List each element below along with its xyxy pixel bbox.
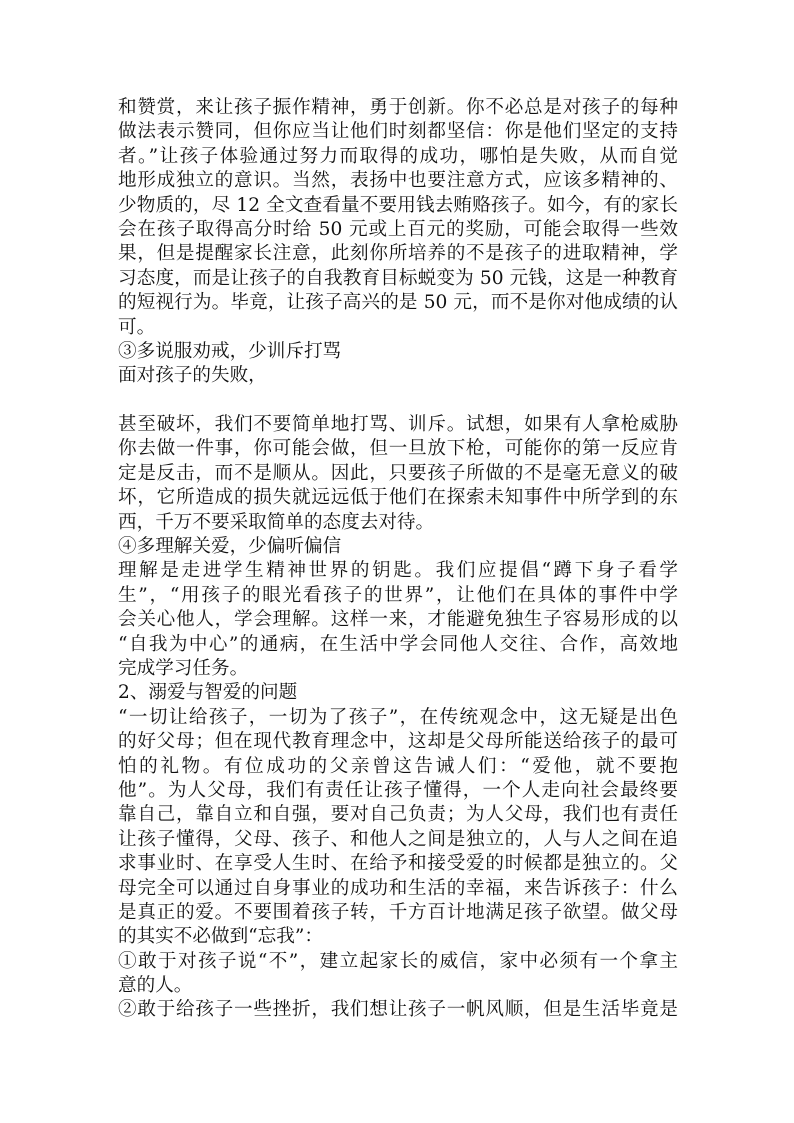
text-line: 会关心他人，学会理解。这样一来，才能避免独生子容易形成的以	[118, 609, 678, 631]
text-line: 地形成独立的意识。当然，表扬中也要注意方式，应该多精神的、	[118, 170, 678, 192]
blank-line	[118, 389, 678, 413]
text-line: 的好父母；但在现代教育理念中，这却是父母所能送给孩子的最可	[118, 731, 678, 753]
text-line: 2、溺爱与智爱的问题	[118, 682, 298, 704]
text-line: 定是反击，而不是顺从。因此，只要孩子所做的不是毫无意义的破	[118, 462, 678, 484]
text-line: 你去做一件事，你可能会做，但一旦放下枪，可能你的第一反应肯	[118, 438, 678, 460]
text-line: 求事业时、在享受人生时、在给予和接受爱的时候都是独立的。父	[118, 853, 678, 875]
text-line: ③多说服劝戒，少训斥打骂	[118, 340, 342, 362]
text-line: 母完全可以通过自身事业的成功和生活的幸福，来告诉孩子：什么	[118, 877, 678, 899]
text-line: “自我为中心”的通病，在生活中学会同他人交往、合作，高效地	[118, 633, 678, 655]
text-line: 和赞赏，来让孩子振作精神，勇于创新。你不必总是对孩子的每种	[118, 97, 678, 118]
text-line: 让孩子懂得，父母、孩子、和他人之间是独立的，人与人之间在追	[118, 828, 678, 850]
text-line: 可。	[118, 316, 156, 338]
text-line: 的其实不必做到“忘我”：	[118, 926, 323, 948]
text-line: 他”。为人父母，我们有责任让孩子懂得，一个人走向社会最终要	[118, 779, 678, 801]
text-line: 少物质的，尽 12 全文查看量不要用钱去贿赂孩子。如今，有的家长	[118, 194, 678, 216]
text-line: 完成学习任务。	[118, 657, 249, 679]
text-line: 习态度，而是让孩子的自我教育目标蜕变为 50 元钱，这是一种教育	[118, 267, 678, 289]
text-line: 西，千万不要采取简单的态度去对待。	[118, 511, 435, 533]
text-line: 是真正的爱。不要围着孩子转，千方百计地满足孩子欲望。做父母	[118, 901, 678, 923]
text-line: 做法表示赞同，但你应当让他们时刻都坚信：你是他们坚定的支持	[118, 121, 678, 143]
text-line: 果，但是提醒家长注意，此刻你所培养的不是孩子的进取精神，学	[118, 243, 678, 265]
text-line: 面对孩子的失败，	[118, 365, 267, 387]
text-line: 者。”让孩子体验通过努力而取得的成功，哪怕是失败，从而自觉	[118, 145, 678, 167]
text-line: 的短视行为。毕竟，让孩子高兴的是 50 元，而不是你对他成绩的认	[118, 292, 678, 314]
text-line: 理解是走进学生精神世界的钥匙。我们应提倡“蹲下身子看学	[118, 560, 678, 582]
text-line: “一切让给孩子，一切为了孩子”，在传统观念中，这无疑是出色	[118, 706, 678, 728]
text-line: ④多理解关爱，少偏听偏信	[118, 536, 342, 558]
text-line: 生”，“用孩子的眼光看孩子的世界”，让他们在具体的事件中学	[118, 584, 678, 606]
text-line: 坏，它所造成的损失就远远低于他们在探索未知事件中所学到的东	[118, 487, 678, 509]
text-line: 靠自己，靠自立和自强，要对自己负责；为人父母，我们也有责任	[118, 804, 678, 826]
document-page	[118, 96, 678, 1023]
text-line: ②敢于给孩子一些挫折，我们想让孩子一帆风顺，但是生活毕竟是	[118, 999, 678, 1021]
text-line: 会在孩子取得高分时给 50 元或上百元的奖励，可能会取得一些效	[118, 218, 678, 240]
text-line: 甚至破坏，我们不要简单地打骂、训斥。试想，如果有人拿枪威胁	[118, 414, 678, 436]
text-line: 意的人。	[118, 975, 193, 997]
text-line: 怕的礼物。有位成功的父亲曾这告诫人们：“爱他，就不要抱	[118, 755, 678, 777]
text-line: ①敢于对孩子说“不”，建立起家长的威信，家中必须有一个拿主	[118, 950, 678, 972]
